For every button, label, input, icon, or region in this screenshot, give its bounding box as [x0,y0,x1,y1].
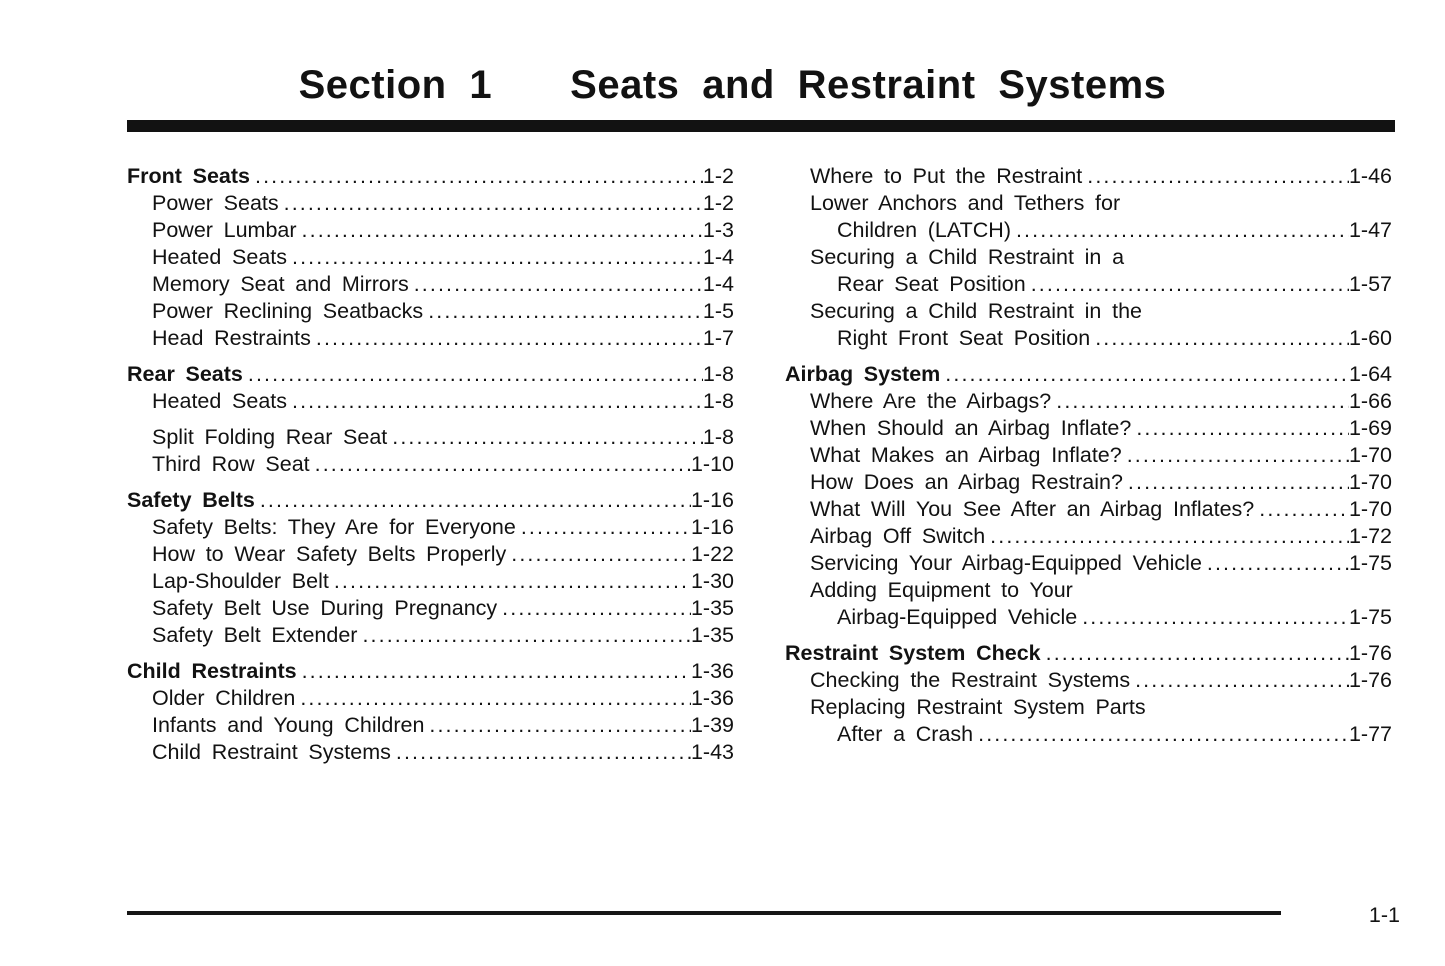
toc-entry-label: How Does an Airbag Restrain? [810,470,1123,494]
toc-entry-label: Child Restraints [127,659,297,683]
toc-entry [127,568,734,595]
toc-entry [785,388,1392,415]
toc-dot-leader [396,739,691,766]
toc-dot-leader [260,487,691,514]
toc-entry-page: 1-76 [1348,641,1392,665]
toc-entry [127,217,734,244]
footer-divider-rule [127,911,1281,915]
toc-entry-page: 1-22 [690,542,734,566]
toc-dot-leader [1016,217,1349,244]
section-number: Section 1 [298,63,493,107]
toc-entry-label: Infants and Young Children [152,713,425,737]
toc-entry-label: Child Restraint Systems [152,740,391,764]
toc-entry-label: Third Row Seat [152,452,310,476]
toc-dot-leader [502,595,691,622]
toc-entry-label: After a Crash [837,722,974,746]
toc-entry [785,469,1392,496]
toc-entry-page: 1-8 [702,425,734,449]
toc-dot-leader [1207,550,1349,577]
toc-entry [785,271,1392,298]
toc-entry-label: Front Seats [127,164,251,188]
toc-entry-page: 1-4 [702,272,734,296]
toc-dot-leader [1136,415,1349,442]
toc-dot-leader [334,568,691,595]
toc-entry-page: 1-72 [1348,524,1392,548]
toc-entry-page: 1-16 [690,488,734,512]
toc-entry [785,298,1392,325]
toc-dot-leader [511,541,691,568]
toc-dot-leader [362,622,690,649]
toc-entry-page: 1-2 [702,164,734,188]
toc-entry-page: 1-3 [702,218,734,242]
toc-entry-page: 1-7 [702,326,734,350]
toc-entry-page: 1-57 [1348,272,1392,296]
toc-dot-leader [1127,442,1349,469]
toc-entry-label: Rear Seat Position [837,272,1026,296]
toc-entry-label: Restraint System Check [785,641,1041,665]
toc-dot-leader [255,163,703,190]
toc-entry-label: Older Children [152,686,296,710]
toc-entry-page: 1-66 [1348,389,1392,413]
toc-entry-page: 1-35 [690,596,734,620]
toc-dot-leader [1128,469,1349,496]
toc-dot-leader [1046,640,1349,667]
toc-left-column [127,163,734,766]
toc-entry-label: Split Folding Rear Seat [152,425,388,449]
toc-entry-page: 1-35 [690,623,734,647]
toc-entry-page: 1-69 [1348,416,1392,440]
toc-dot-leader [1087,163,1349,190]
toc-entry-page: 1-60 [1348,326,1392,350]
toc-dot-leader [414,271,703,298]
toc-entry [127,361,734,388]
toc-entry-page: 1-46 [1348,164,1392,188]
toc-entry-page: 1-36 [690,686,734,710]
section-title: Seats and Restraint Systems [570,63,1167,107]
toc-dot-leader [1031,271,1349,298]
toc-right-column [785,163,1392,766]
toc-entry [785,361,1392,388]
toc-dot-leader [292,388,703,415]
toc-entry-page: 1-77 [1348,722,1392,746]
toc-entry-label: What Will You See After an Airbag Inflates? [810,497,1255,521]
toc-entry [785,496,1392,523]
toc-dot-leader [392,424,703,451]
toc-entry-label: How to Wear Safety Belts Properly [152,542,507,566]
toc-entry-page: 1-70 [1348,443,1392,467]
toc-entry-label: Lower Anchors and Tethers for [810,191,1121,215]
toc-entry-label: Safety Belt Extender [152,623,358,647]
toc-entry-label: Securing a Child Restraint in the [810,299,1142,323]
toc-entry [785,244,1392,271]
toc-entry-page: 1-39 [690,713,734,737]
toc-entry-label: Checking the Restraint Systems [810,668,1131,692]
toc-entry-label: Replacing Restraint System Parts [810,695,1146,719]
toc-entry-page: 1-2 [702,191,734,215]
toc-entry-label: Heated Seats [152,389,288,413]
toc-entry-label: Head Restraints [152,326,311,350]
toc-entry-label: Airbag-Equipped Vehicle [837,605,1078,629]
toc-entry [785,523,1392,550]
toc-entry-page: 1-75 [1348,605,1392,629]
toc-dot-leader [302,658,691,685]
toc-entry [127,514,734,541]
toc-entry [785,217,1392,244]
toc-entry-page: 1-30 [690,569,734,593]
toc-entry-label: Airbag Off Switch [810,524,986,548]
toc-entry [785,604,1392,631]
toc-entry-page: 1-8 [702,389,734,413]
page-number: 1-1 [1368,903,1400,927]
toc-dot-leader [315,451,691,478]
toc-entry-label: When Should an Airbag Inflate? [810,416,1132,440]
toc-entry [785,190,1392,217]
toc-entry [127,424,734,451]
toc-dot-leader [1056,388,1349,415]
toc-entry-label: Memory Seat and Mirrors [152,272,409,296]
toc-entry [127,487,734,514]
toc-entry-page: 1-43 [690,740,734,764]
toc-entry [785,415,1392,442]
toc-entry-label: Adding Equipment to Your [810,578,1073,602]
toc-entry-page: 1-76 [1348,668,1392,692]
toc-entry [785,163,1392,190]
toc-entry-label: Securing a Child Restraint in a [810,245,1125,269]
toc-dot-leader [1082,604,1349,631]
toc-entry-page: 1-5 [702,299,734,323]
toc-entry-page: 1-64 [1348,362,1392,386]
toc-entry [127,163,734,190]
toc-entry-page: 1-36 [690,659,734,683]
toc-entry-label: Lap-Shoulder Belt [152,569,329,593]
toc-entry-page: 1-8 [702,362,734,386]
toc-dot-leader [1259,496,1349,523]
toc-entry-page: 1-75 [1348,551,1392,575]
toc-entry-label: Power Lumbar [152,218,297,242]
toc-dot-leader [292,244,703,271]
toc-entry-label: Heated Seats [152,245,288,269]
page-header [0,0,1445,132]
toc-dot-leader [428,298,703,325]
toc-entry [127,451,734,478]
toc-entry [127,271,734,298]
toc-entry [127,298,734,325]
table-of-contents [127,163,1392,766]
toc-entry [127,244,734,271]
toc-entry-label: Power Seats [152,191,279,215]
toc-entry-page: 1-16 [690,515,734,539]
toc-entry [785,640,1392,667]
toc-entry [785,577,1392,604]
toc-entry [785,442,1392,469]
toc-entry [785,721,1392,748]
toc-entry-label: Where Are the Airbags? [810,389,1052,413]
toc-dot-leader [284,190,703,217]
toc-entry-page: 1-70 [1348,470,1392,494]
toc-dot-leader [316,325,703,352]
toc-entry-label: Right Front Seat Position [837,326,1091,350]
toc-dot-leader [990,523,1349,550]
toc-entry-label: Safety Belt Use During Pregnancy [152,596,498,620]
toc-entry-label: Servicing Your Airbag-Equipped Vehicle [810,551,1202,575]
toc-entry-label: Rear Seats [127,362,243,386]
toc-entry [127,325,734,352]
toc-dot-leader [521,514,691,541]
toc-entry [127,388,734,415]
toc-entry [127,622,734,649]
toc-dot-leader [248,361,703,388]
toc-entry-label: Safety Belts [127,488,255,512]
toc-entry [127,739,734,766]
toc-entry [127,685,734,712]
toc-dot-leader [1135,667,1349,694]
toc-entry-label: Power Reclining Seatbacks [152,299,424,323]
toc-entry [127,541,734,568]
toc-entry-page: 1-10 [690,452,734,476]
toc-entry [127,190,734,217]
toc-entry [127,712,734,739]
toc-entry-label: Safety Belts: They Are for Everyone [152,515,516,539]
toc-dot-leader [945,361,1349,388]
toc-entry [127,658,734,685]
toc-dot-leader [302,217,703,244]
toc-entry-label: What Makes an Airbag Inflate? [810,443,1122,467]
toc-entry-label: Children (LATCH) [837,218,1011,242]
toc-dot-leader [300,685,691,712]
toc-entry-label: Where to Put the Restraint [810,164,1083,188]
toc-entry [785,550,1392,577]
toc-entry [785,694,1392,721]
toc-entry-page: 1-47 [1348,218,1392,242]
toc-entry-label: Airbag System [785,362,941,386]
toc-entry-page: 1-4 [702,245,734,269]
toc-dot-leader [1095,325,1349,352]
toc-dot-leader [429,712,691,739]
toc-entry [127,595,734,622]
toc-dot-leader [978,721,1349,748]
toc-entry-page: 1-70 [1348,497,1392,521]
toc-entry [785,325,1392,352]
title-divider-rule [127,120,1395,132]
page-title [0,62,1445,108]
toc-entry [785,667,1392,694]
